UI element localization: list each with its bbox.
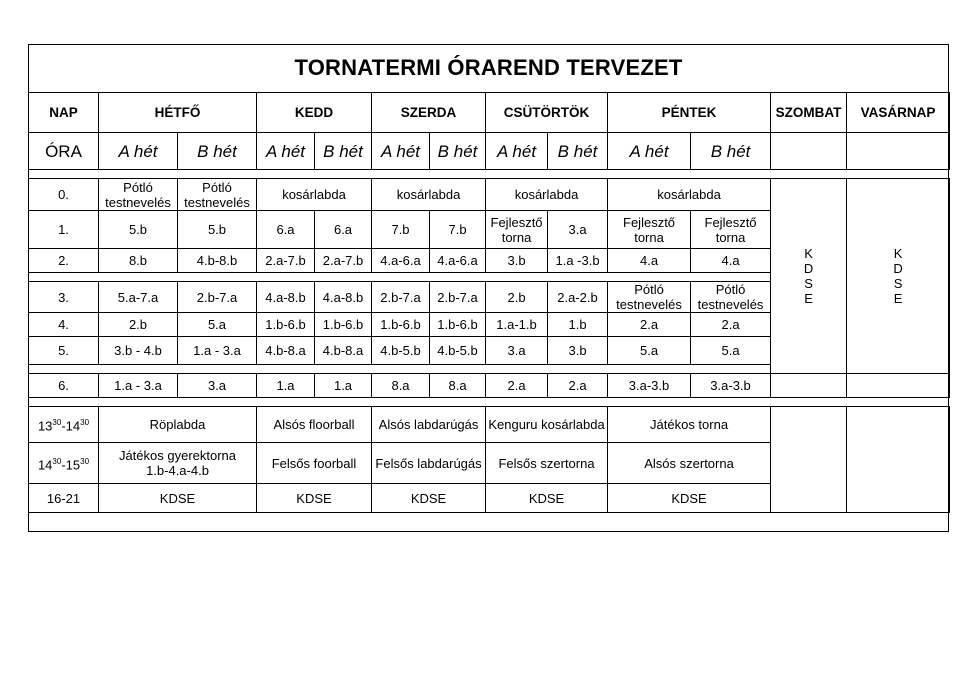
- schedule-cell: KDSE: [486, 484, 608, 513]
- schedule-cell: 1.a-1.b: [486, 313, 548, 337]
- schedule-cell: 4.a: [691, 249, 771, 273]
- schedule-cell: 2.a: [691, 313, 771, 337]
- schedule-cell: 3.a-3.b: [691, 374, 771, 398]
- schedule-cell: Fejlesztő torna: [608, 211, 691, 249]
- header-row: [29, 93, 950, 133]
- empty-cell: [771, 133, 847, 170]
- schedule-cell: 4.a-8.b: [315, 282, 372, 313]
- spacer: [29, 398, 950, 407]
- empty-cell: [847, 133, 950, 170]
- header-szombat: SZOMBAT: [771, 93, 847, 133]
- schedule-cell: 1.a - 3.a: [99, 374, 178, 398]
- schedule-cell: Felsős labdarúgás: [372, 443, 486, 484]
- schedule-cell: KDSE: [99, 484, 257, 513]
- schedule-cell: 2.a: [548, 374, 608, 398]
- schedule-cell: Játékos torna: [608, 407, 771, 443]
- schedule-cell: 2.b-7.a: [430, 282, 486, 313]
- schedule-cell: 8.a: [372, 374, 430, 398]
- schedule-cell: Pótló testnevelés: [178, 179, 257, 211]
- schedule-cell: 4.b-8.a: [257, 337, 315, 365]
- schedule-cell: Felsős foorball: [257, 443, 372, 484]
- schedule-cell: 1.b-6.b: [257, 313, 315, 337]
- schedule-cell: 3.a: [486, 337, 548, 365]
- week-b: B hét: [315, 133, 372, 170]
- header-vasarnap: VASÁRNAP: [847, 93, 950, 133]
- ora-label: ÓRA: [29, 133, 99, 170]
- schedule-cell: 3.b: [486, 249, 548, 273]
- period-number: 0.: [29, 179, 99, 211]
- spacer: [29, 170, 950, 179]
- schedule-cell: 5.a: [608, 337, 691, 365]
- empty-cell: [771, 407, 847, 513]
- week-a: A hét: [257, 133, 315, 170]
- schedule-cell: 5.b: [178, 211, 257, 249]
- page-title: TORNATERMI ÓRAREND TERVEZET: [294, 55, 683, 80]
- header-szerda: SZERDA: [372, 93, 486, 133]
- vasarnap-kdse: K D S E: [847, 179, 950, 374]
- schedule-cell: Fejlesztő torna: [486, 211, 548, 249]
- header-hetfo: HÉTFŐ: [99, 93, 257, 133]
- schedule-cell: 8.b: [99, 249, 178, 273]
- schedule-cell: 1.a -3.b: [548, 249, 608, 273]
- period-number: 3.: [29, 282, 99, 313]
- period-row-0: [29, 179, 950, 211]
- header-pentek: PÉNTEK: [608, 93, 771, 133]
- week-b: B hét: [691, 133, 771, 170]
- schedule-cell: 7.b: [430, 211, 486, 249]
- schedule-cell: 4.a: [608, 249, 691, 273]
- schedule-cell: 3.a-3.b: [608, 374, 691, 398]
- spacer: [29, 273, 771, 282]
- period-number: 6.: [29, 374, 99, 398]
- period-number: 4.: [29, 313, 99, 337]
- schedule-cell: 3.b: [548, 337, 608, 365]
- schedule-cell: Alsós floorball: [257, 407, 372, 443]
- schedule-cell: 2.b-7.a: [178, 282, 257, 313]
- schedule-cell: 3.b - 4.b: [99, 337, 178, 365]
- schedule-cell: 6.a: [257, 211, 315, 249]
- schedule-cell: 5.a: [178, 313, 257, 337]
- schedule-table: [28, 92, 950, 513]
- spacer: [29, 365, 771, 374]
- schedule-cell: 1.b-6.b: [372, 313, 430, 337]
- time-slot: 16-21: [29, 484, 99, 513]
- schedule-cell: 4.a-6.a: [372, 249, 430, 273]
- schedule-cell: 4.b-5.b: [430, 337, 486, 365]
- szombat-kdse: K D S E: [771, 179, 847, 374]
- schedule-cell: Alsós labdarúgás: [372, 407, 486, 443]
- schedule-cell: 2.a-7.b: [315, 249, 372, 273]
- week-a: A hét: [608, 133, 691, 170]
- schedule-cell: 2.a-2.b: [548, 282, 608, 313]
- schedule-cell: 4.b-8.b: [178, 249, 257, 273]
- schedule-cell: Pótló testnevelés: [608, 282, 691, 313]
- spacer-row: [29, 170, 950, 179]
- empty-cell: [847, 407, 950, 513]
- schedule-cell: Kenguru kosárlabda: [486, 407, 608, 443]
- week-a: A hét: [99, 133, 178, 170]
- period-number: 5.: [29, 337, 99, 365]
- schedule-cell: Röplabda: [99, 407, 257, 443]
- empty-cell: [771, 374, 847, 398]
- schedule-cell: Pótló testnevelés: [691, 282, 771, 313]
- schedule-cell: Felsős szertorna: [486, 443, 608, 484]
- time-slot: $14^{30}-15^{30}$: [29, 443, 99, 484]
- week-a: A hét: [372, 133, 430, 170]
- week-b: B hét: [178, 133, 257, 170]
- schedule-cell: 2.a-7.b: [257, 249, 315, 273]
- schedule-cell: Pótló testnevelés: [99, 179, 178, 211]
- schedule-cell: 3.a: [548, 211, 608, 249]
- schedule-cell: KDSE: [608, 484, 771, 513]
- schedule-cell: 3.a: [178, 374, 257, 398]
- schedule-cell: 2.a: [608, 313, 691, 337]
- schedule-cell: 2.a: [486, 374, 548, 398]
- week-a: A hét: [486, 133, 548, 170]
- schedule-cell: 2.b-7.a: [372, 282, 430, 313]
- schedule-cell: kosárlabda: [608, 179, 771, 211]
- header-csutortok: CSÜTÖRTÖK: [486, 93, 608, 133]
- schedule-cell: kosárlabda: [486, 179, 608, 211]
- schedule-cell: 8.a: [430, 374, 486, 398]
- schedule-cell: 1.a: [257, 374, 315, 398]
- period-row-6: [29, 374, 950, 398]
- schedule-cell: 1.b: [548, 313, 608, 337]
- schedule-cell: KDSE: [372, 484, 486, 513]
- schedule-cell: 5.a: [691, 337, 771, 365]
- schedule-cell: Fejlesztő torna: [691, 211, 771, 249]
- afternoon-row-1: [29, 407, 950, 443]
- schedule-cell: 4.a-8.b: [257, 282, 315, 313]
- schedule-cell: kosárlabda: [372, 179, 486, 211]
- schedule-cell: 5.a-7.a: [99, 282, 178, 313]
- schedule-cell: 4.a-6.a: [430, 249, 486, 273]
- schedule-cell: 5.b: [99, 211, 178, 249]
- spacer-row: [29, 398, 950, 407]
- header-nap: NAP: [29, 93, 99, 133]
- schedule-cell: 2.b: [486, 282, 548, 313]
- schedule-cell: Játékos gyerektorna 1.b-4.a-4.b: [99, 443, 257, 484]
- schedule-cell: 4.b-8.a: [315, 337, 372, 365]
- week-b: B hét: [548, 133, 608, 170]
- week-row: [29, 133, 950, 170]
- schedule-cell: 1.b-6.b: [315, 313, 372, 337]
- period-number: 2.: [29, 249, 99, 273]
- schedule-cell: KDSE: [257, 484, 372, 513]
- schedule-cell: 6.a: [315, 211, 372, 249]
- schedule-cell: Alsós szertorna: [608, 443, 771, 484]
- header-kedd: KEDD: [257, 93, 372, 133]
- schedule-cell: 1.b-6.b: [430, 313, 486, 337]
- schedule-cell: 4.b-5.b: [372, 337, 430, 365]
- week-b: B hét: [430, 133, 486, 170]
- period-number: 1.: [29, 211, 99, 249]
- schedule-cell: 2.b: [99, 313, 178, 337]
- empty-cell: [847, 374, 950, 398]
- schedule-cell: 1.a: [315, 374, 372, 398]
- time-slot: $13^{30}-14^{30}$: [29, 407, 99, 443]
- schedule-cell: 1.a - 3.a: [178, 337, 257, 365]
- schedule-cell: 7.b: [372, 211, 430, 249]
- schedule-cell: kosárlabda: [257, 179, 372, 211]
